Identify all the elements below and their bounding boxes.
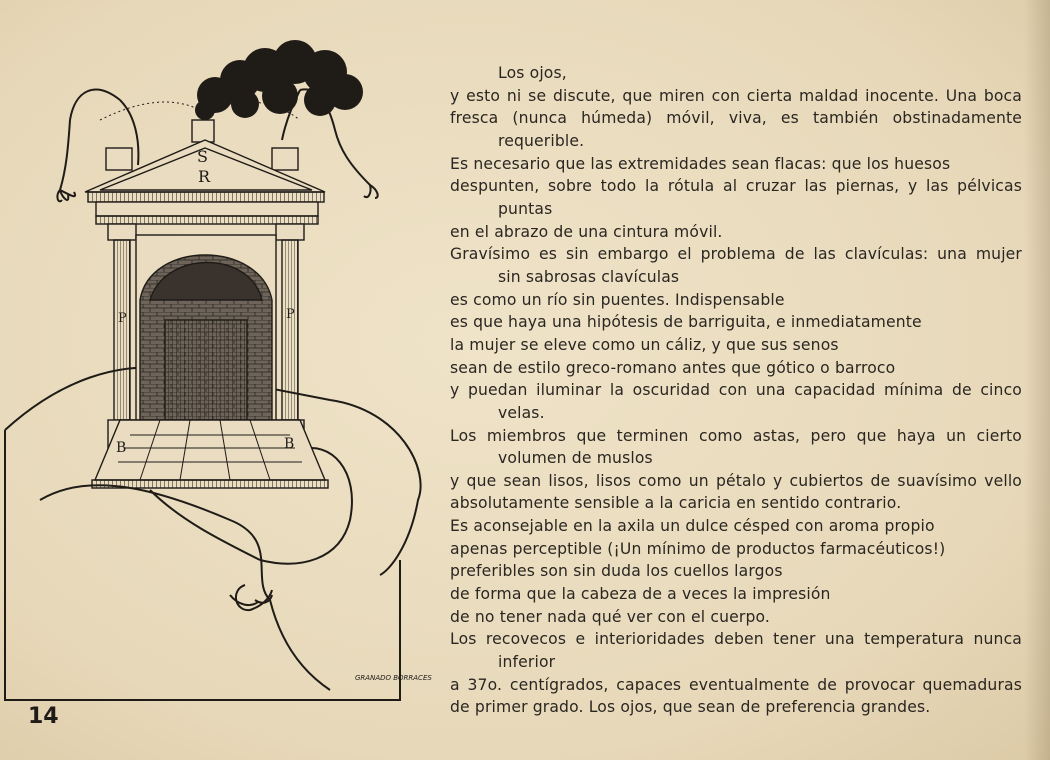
poem-line: Los recovecos e interioridades deben tener una temperatura nunca — [450, 630, 1022, 649]
poem-line: despunten, sobre todo la rótula al cruzar las piernas, y las pélvicas — [450, 177, 1022, 196]
poem-line: volumen de muslos — [498, 449, 653, 468]
gutter-shadow — [1024, 0, 1050, 760]
poem-line: velas. — [498, 403, 545, 422]
svg-text:B: B — [116, 440, 127, 456]
poem-line: la mujer se eleve como un cáliz, y que sus senos — [450, 335, 839, 354]
poem-line: puntas — [498, 199, 553, 218]
poem-line: Es necesario que las extremidades sean flacas: que los huesos — [450, 154, 951, 173]
poem-line: y que sean lisos, lisos como un pétalo y cubiertos de suavísimo vello — [450, 471, 1022, 490]
poem-line: fresca (nunca húmeda) móvil, viva, es también obstinadamente — [450, 109, 1022, 128]
poem-line: absolutamente sensible a la caricia en sentido contrario. — [450, 494, 902, 513]
poem-line: y puedan iluminar la oscuridad con una capacidad mínima de cinco — [450, 381, 1022, 400]
poem-line: de forma que la cabeza de a veces la impresión — [450, 585, 831, 604]
poem-line: requerible. — [498, 131, 585, 150]
poem-line: de no tener nada qué ver con el cuerpo. — [450, 607, 771, 626]
poem-line: Los ojos, — [498, 64, 567, 82]
poem-line: sin sabrosas clavículas — [498, 267, 680, 286]
temple-figure-illustration — [0, 35, 432, 705]
poem-line: apenas perceptible (¡Un mínimo de productos farmacéuticos!) — [450, 539, 946, 558]
poem-line: Gravísimo es sin embargo el problema de las clavículas: una mujer — [450, 245, 1022, 264]
poem-line: preferibles son sin duda los cuellos largos — [450, 562, 783, 581]
poem-line: de primer grado. Los ojos, que sean de preferencia grandes. — [450, 698, 931, 717]
poem-line: Es aconsejable en la axila un dulce césped con aroma propio — [450, 517, 935, 536]
poem-text — [450, 62, 1022, 719]
poem-line: es como un río sin puentes. Indispensable — [450, 290, 785, 309]
artist-signature: GRANADO BORRACES — [355, 674, 432, 682]
poem-line: a 37o. centígrados, capaces eventualmente de provocar quemaduras — [450, 675, 1022, 694]
svg-text:S: S — [197, 147, 208, 166]
svg-text:R: R — [198, 167, 211, 186]
poem-line: en el abrazo de una cintura móvil. — [450, 222, 723, 241]
poem-line: es que haya una hipótesis de barriguita, e inmediatamente — [450, 313, 922, 332]
poem-line: Los miembros que terminen como astas, pero que haya un cierto — [450, 426, 1022, 445]
poem-line: y esto ni se discute, que miren con cierta maldad inocente. Una boca — [450, 86, 1022, 105]
svg-text:P: P — [286, 307, 295, 322]
page-number: 14 — [28, 704, 59, 729]
svg-text:B: B — [284, 436, 295, 452]
poem-line: inferior — [498, 653, 556, 672]
svg-text:P: P — [118, 311, 127, 326]
poem-line: sean de estilo greco-romano antes que gótico o barroco — [450, 358, 896, 377]
